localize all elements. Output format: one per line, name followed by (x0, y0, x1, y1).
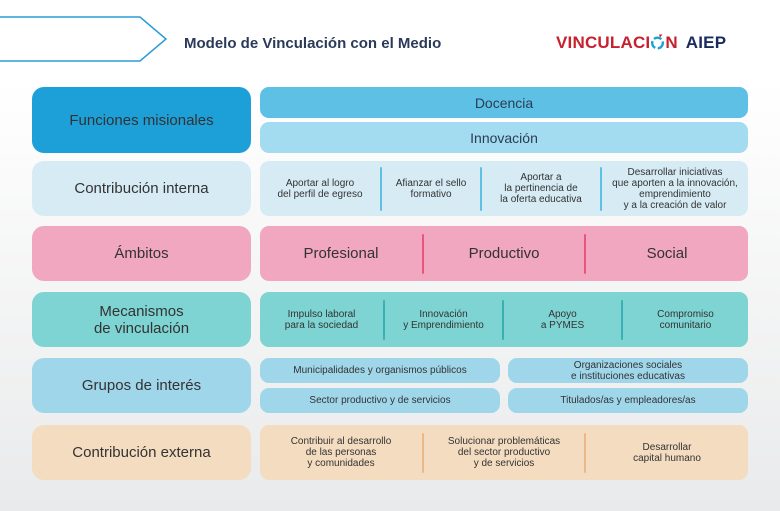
mec-item-apoyo-pymes: Apoyo a PYMES (540, 308, 585, 331)
ci-item-sello-formativo: Afianzar el sello formativo (395, 177, 467, 200)
grupo-organizaciones-text: Organizaciones sociales e instituciones educativas (571, 359, 685, 382)
docencia-text: Docencia (474, 94, 534, 111)
label-funciones-text: Funciones misionales (69, 111, 214, 129)
ci-item-innovacion: Desarrollar iniciativas que aporten a la innovación, emprendimiento y a la creación de valor (612, 166, 738, 211)
mec-item-compromiso: Compromiso comunitario (657, 308, 714, 331)
grupo-municipalidades-text: Municipalidades y organismos públicos (293, 365, 467, 376)
label-contribucion-interna (32, 161, 251, 216)
header-arrow (0, 14, 170, 64)
label-grupos-interes (32, 358, 251, 413)
ambito-productivo: Productivo (468, 245, 540, 262)
box-docencia (260, 87, 748, 118)
label-mecanismos-text: Mecanismos de vinculación (93, 302, 190, 337)
logo-ring-icon (650, 34, 665, 55)
grupo-municipalidades (260, 358, 500, 383)
box-mecanismos (260, 292, 748, 347)
label-contribucion-externa (32, 425, 251, 480)
logo-text-n: N (665, 33, 678, 52)
mec-item-impulso-laboral: Impulso laboral para la sociedad (284, 308, 359, 331)
label-grupos-text: Grupos de interés (81, 377, 202, 394)
label-contribucion-interna-text: Contribución interna (74, 180, 209, 197)
grupo-sector-productivo (260, 388, 500, 413)
grupo-sector-productivo-text: Sector productivo y de servicios (309, 395, 451, 406)
logo-text-aiep: AIEP (685, 33, 727, 52)
box-ambitos (260, 226, 748, 281)
brand-logo (556, 33, 726, 55)
label-funciones-misionales (32, 87, 251, 153)
box-contribucion-interna (260, 161, 748, 216)
ce-item-problematicas: Solucionar problemáticas del sector productivo y de servicios (447, 436, 561, 469)
grupo-organizaciones (508, 358, 748, 383)
logo-text-vinculacion: VINCULACI (556, 33, 651, 52)
label-contribucion-externa-text: Contribución externa (72, 444, 211, 461)
innovacion-text: Innovación (470, 129, 538, 146)
grupo-titulados (508, 388, 748, 413)
label-mecanismos (32, 292, 251, 347)
grupo-titulados-text: Titulados/as y empleadores/as (560, 395, 696, 406)
ambito-social: Social (646, 245, 688, 262)
ce-item-capital-humano: Desarrollar capital humano (633, 441, 701, 464)
box-contribucion-externa (260, 425, 748, 480)
label-ambitos (32, 226, 251, 281)
box-innovacion (260, 122, 748, 153)
label-ambitos-text: Ámbitos (114, 245, 169, 262)
mec-item-innovacion-emprendimiento: Innovación y Emprendimiento (403, 308, 484, 331)
ci-item-pertinencia: Aportar a la pertinencia de la oferta educativa (500, 172, 582, 205)
ci-item-perfil-egreso: Aportar al logro del perfil de egreso (277, 177, 363, 200)
page-title: Modelo de Vinculación con el Medio (184, 35, 442, 52)
ambito-profesional: Profesional (303, 245, 379, 262)
ce-item-desarrollo-personas: Contribuir al desarrollo de las personas y comunidades (290, 436, 392, 469)
